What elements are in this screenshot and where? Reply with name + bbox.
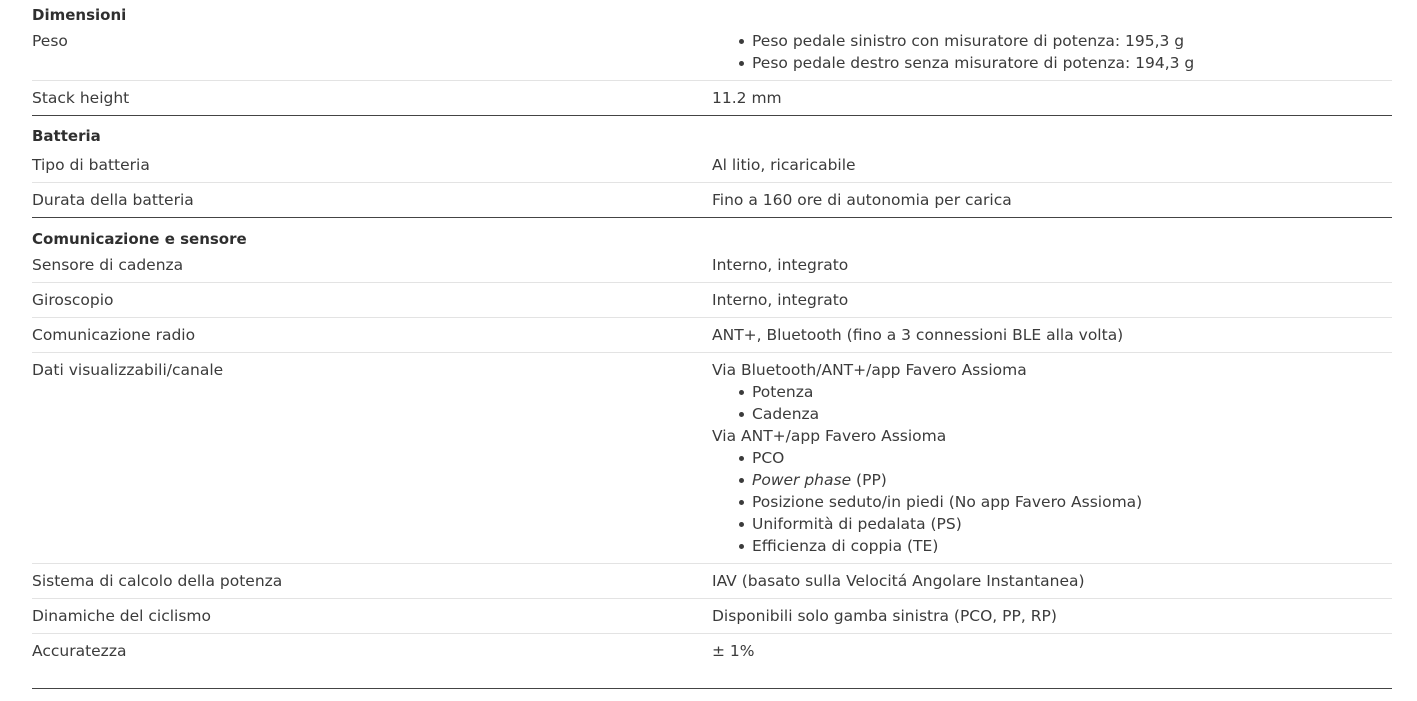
spec-row-comunicazione-radio	[32, 317, 1392, 352]
section-title: Dimensioni	[32, 6, 127, 24]
spec-label: Stack height	[32, 89, 130, 107]
spec-value: Interno, integrato	[712, 256, 849, 274]
spec-value: Fino a 160 ore di autonomia per carica	[712, 191, 1012, 209]
bullet-list	[712, 30, 1392, 74]
list-item: Peso pedale destro senza misuratore di potenza: 194,3 g	[736, 52, 1392, 74]
spec-row-durata-batteria	[32, 182, 1392, 217]
term-suffix: (PP)	[851, 471, 887, 489]
spec-value	[712, 353, 1392, 563]
spec-row-peso	[32, 30, 1392, 80]
spec-row-dati-visualizzabili	[32, 352, 1392, 563]
spec-label: Dati visualizzabili/canale	[32, 361, 224, 379]
list-item: Efficienza di coppia (TE)	[736, 535, 1392, 557]
spec-label: Comunicazione radio	[32, 326, 196, 344]
spec-label: Peso	[32, 32, 68, 50]
section-batteria	[32, 116, 1392, 218]
list-item: PCO	[736, 447, 1392, 469]
list-item: Cadenza	[736, 403, 1392, 425]
bullet-list	[712, 447, 1392, 557]
spec-label: Giroscopio	[32, 291, 114, 309]
group-heading: Via Bluetooth/ANT+/app Favero Assioma	[712, 361, 1027, 379]
spec-value: IAV (basato sulla Velocitá Angolare Instantanea)	[712, 572, 1085, 590]
specs-table	[32, 0, 1392, 689]
spec-value: Disponibili solo gamba sinistra (PCO, PP, RP)	[712, 607, 1057, 625]
spec-label: Accuratezza	[32, 642, 127, 660]
section-title: Comunicazione e sensore	[32, 230, 247, 248]
spec-label: Sistema di calcolo della potenza	[32, 572, 283, 590]
spec-value	[712, 30, 1392, 80]
spec-row-tipo-batteria	[32, 154, 1392, 182]
bullet-list	[712, 381, 1392, 425]
section-dimensioni	[32, 0, 1392, 116]
spec-row-accuratezza	[32, 633, 1392, 668]
list-item: Uniformità di pedalata (PS)	[736, 513, 1392, 535]
spec-label: Durata della batteria	[32, 191, 194, 209]
spec-row-sistema-calcolo	[32, 563, 1392, 598]
spec-row-sensore-cadenza	[32, 254, 1392, 282]
spec-label: Dinamiche del ciclismo	[32, 607, 212, 625]
spec-row-dinamiche-ciclismo	[32, 598, 1392, 633]
spec-value: Al litio, ricaricabile	[712, 156, 856, 174]
list-item: Posizione seduto/in piedi (No app Favero Assioma)	[736, 491, 1392, 513]
spec-value: 11.2 mm	[712, 89, 782, 107]
section-title: Batteria	[32, 127, 101, 145]
spec-value: ± 1%	[712, 642, 755, 660]
spec-label: Tipo di batteria	[32, 156, 150, 174]
italic-term: Power phase	[752, 471, 852, 489]
spec-label: Sensore di cadenza	[32, 256, 184, 274]
group-heading: Via ANT+/app Favero Assioma	[712, 427, 947, 445]
spec-value: ANT+, Bluetooth (fino a 3 connessioni BLE alla volta)	[712, 326, 1124, 344]
list-item: Potenza	[736, 381, 1392, 403]
spec-row-giroscopio	[32, 282, 1392, 317]
list-item	[736, 469, 1392, 491]
list-item: Peso pedale sinistro con misuratore di potenza: 195,3 g	[736, 30, 1392, 52]
spec-value: Interno, integrato	[712, 291, 849, 309]
section-comunicazione	[32, 218, 1392, 689]
spec-row-stack-height	[32, 80, 1392, 115]
